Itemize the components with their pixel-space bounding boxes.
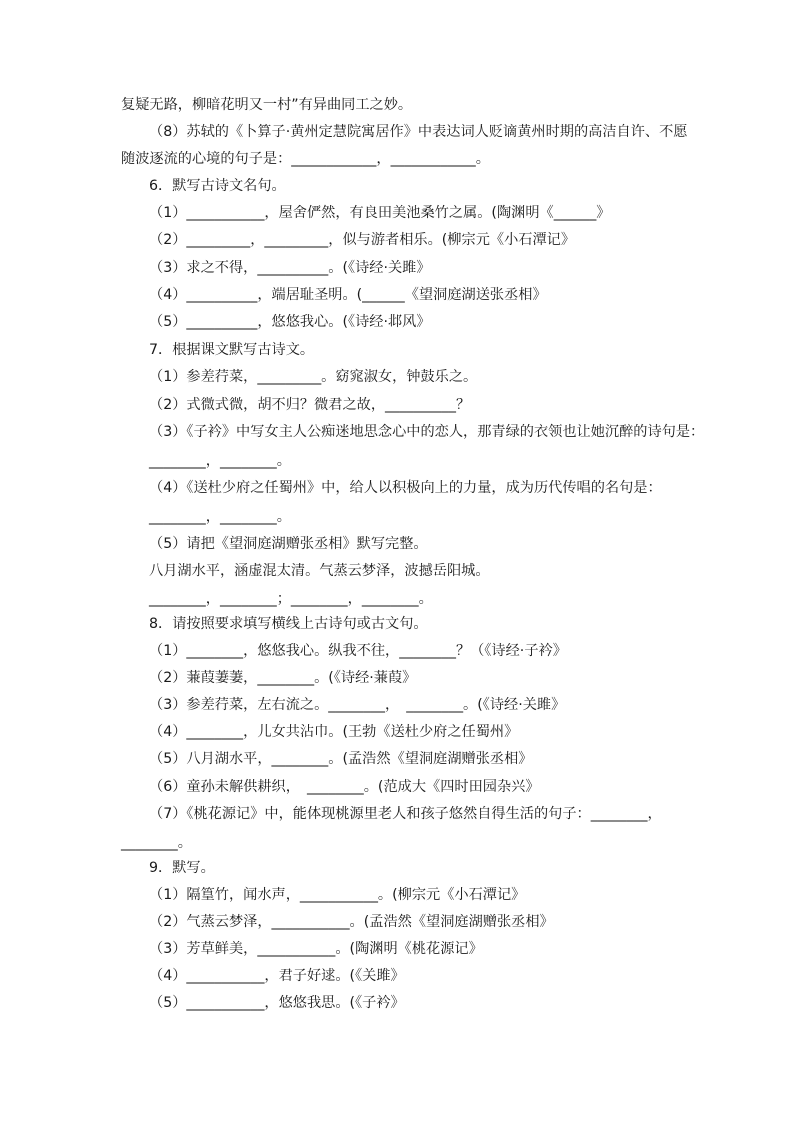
question-heading: 7．根据课文默写古诗文。 <box>149 342 315 358</box>
text-line: （2）气蒸云梦泽，___________。(孟浩然《望洞庭湖赠张丞相》 <box>149 914 554 930</box>
text-line: （5）八月湖水平，________。(孟浩然《望洞庭湖赠张丞相》 <box>149 751 533 767</box>
text-line: （6）童孙未解供耕织， ________。(范成大《四时田园杂兴》 <box>149 779 540 795</box>
text-line: （7）《桃花源记》中，能体现桃源里老人和孩子悠然自得生活的句子：________， <box>149 806 662 822</box>
question-heading: 6．默写古诗文名句。 <box>149 178 286 194</box>
text-line: （1）参差荇菜，_________。窈窕淑女，钟鼓乐之。 <box>149 369 478 385</box>
text-line: （3）《子衿》中写女主人公痴迷地思念心中的恋人，那青绿的衣领也让她沉醉的诗句是： <box>149 424 705 440</box>
text-line: （4）《送杜少府之任蜀州》中，给人以积极向上的力量，成为历代传唱的名句是： <box>149 480 662 496</box>
text-line: （2）式微式微，胡不归？微君之故，__________？ <box>149 397 471 413</box>
text-line: （5）请把《望洞庭湖赠张丞相》默写完整。 <box>149 536 428 552</box>
text-line: ________，________。 <box>149 453 291 469</box>
text-line: 复疑无路，柳暗花明又一村”有异曲同工之妙。 <box>121 97 413 113</box>
text-line: （5）__________，悠悠我心。(《诗经·邶风》 <box>149 314 431 330</box>
question-heading: 8．请按照要求填写横线上古诗句或古文句。 <box>149 616 428 632</box>
text-line: （3）参差荇菜，左右流之。________， ________。(《诗经·关雎》 <box>149 697 566 713</box>
text-line: （1）________，悠悠我心。纵我不往，________？（《诗经·子衿》 <box>149 643 567 659</box>
question-heading: 9．默写。 <box>149 860 215 876</box>
text-line: 八月湖水平，涵虚混太清。气蒸云梦泽，波撼岳阳城。 <box>149 563 490 579</box>
text-line: （4）__________，端居耻圣明。(______《望洞庭湖送张丞相》 <box>149 287 547 303</box>
text-line: （4）________，儿女共沾巾。(王勃《送杜少府之任蜀州》 <box>149 724 519 740</box>
text-line: （4）___________，君子好逑。(《关雎》 <box>149 968 405 984</box>
text-line: ________。 <box>121 835 192 851</box>
text-line: ________，________；________，________。 <box>149 591 433 607</box>
text-line: ________，________。 <box>149 509 291 525</box>
text-line: （3）求之不得，__________。(《诗经·关雎》 <box>149 260 431 276</box>
text-line: （5）___________，悠悠我思。(《子衿》 <box>149 995 405 1011</box>
text-line: （2）蒹葭萋萋，________。(《诗经·蒹葭》 <box>149 670 417 686</box>
text-line: 随波逐流的心境的句子是：____________，____________。 <box>121 151 490 167</box>
text-line: （1）隔篁竹，闻水声，___________。(柳宗元《小石潭记》 <box>149 887 526 903</box>
text-line: （2）_________，_________，似与游者相乐。(柳宗元《小石潭记》 <box>149 232 576 248</box>
text-line: （1）___________，屋舍俨然，有良田美池桑竹之属。(陶渊明《______》 <box>149 205 611 221</box>
text-line: （3）芳草鲜美，___________。(陶渊明《桃花源记》 <box>149 941 483 957</box>
text-line: （8）苏轼的《卜算子·黄州定慧院寓居作》中表达词人贬谪黄州时期的高洁自许、不愿 <box>149 124 688 140</box>
